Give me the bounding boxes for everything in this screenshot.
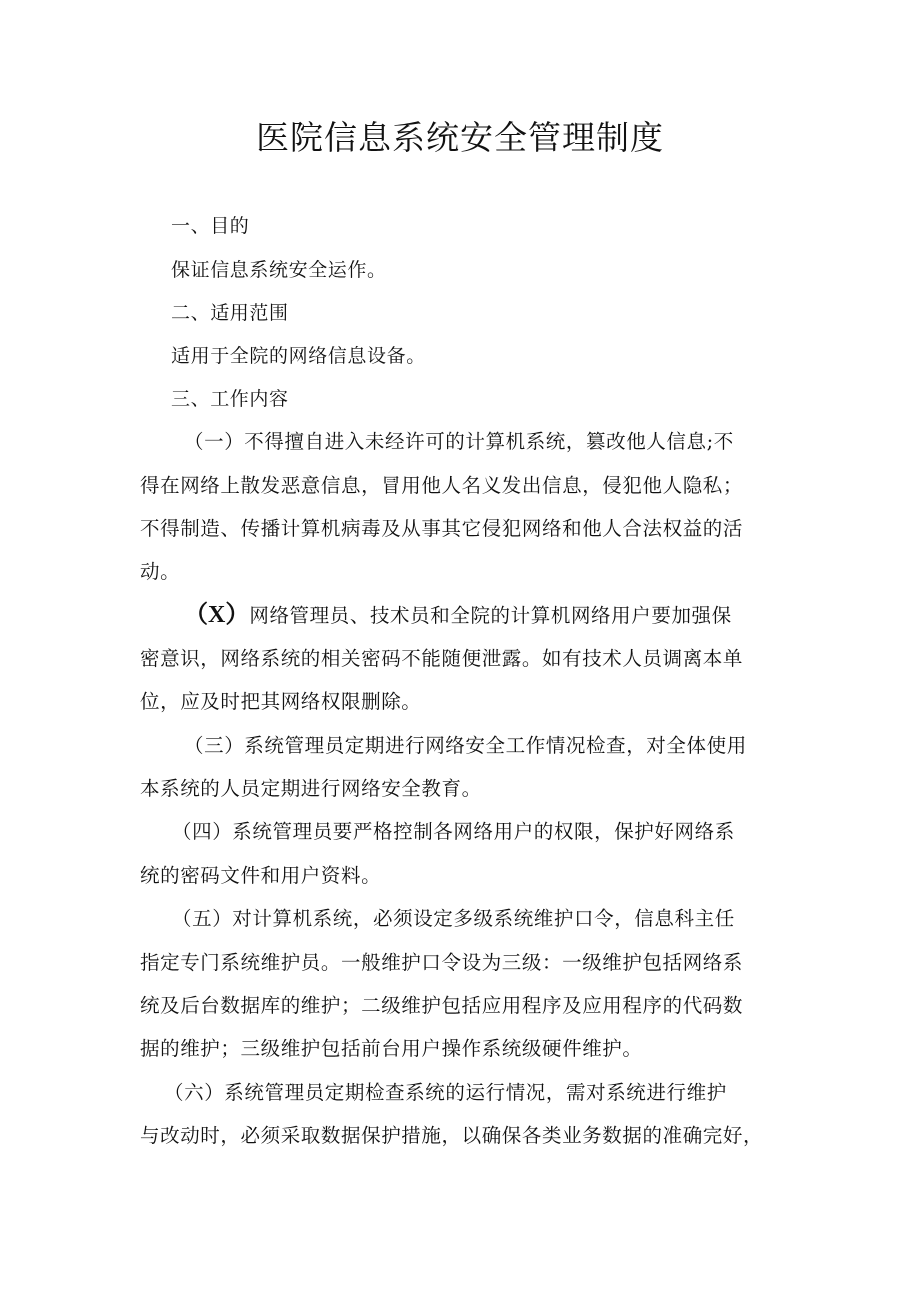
item-2-line-2: 密意识，网络系统的相关密码不能随便泄露。如有技术人员调离本单: [140, 647, 744, 670]
item-1-line-2: 得在网络上散发恶意信息，冒用他人名义发出信息，侵犯他人隐私；: [140, 474, 744, 497]
item-4-line-1: （四）系统管理员要严格控制各网络用户的权限，保护好网络系: [172, 820, 735, 843]
item-1-line-1: （一）不得擅自进入未经许可的计算机系统，篡改他人信息;不: [184, 430, 734, 453]
item-6-line-2: 与改动时，必须采取数据保护措施，以确保各类业务数据的准确完好，: [140, 1124, 764, 1147]
item-2-line-1: [184, 601, 834, 630]
item-2-line-3: 位，应及时把其网络权限删除。: [140, 690, 422, 713]
item-2-marker: （X）: [184, 602, 250, 628]
item-5-line-2: 指定专门系统维护员。一般维护口令设为三级：一级维护包括网络系: [140, 951, 744, 974]
item-1-line-4: 动。: [140, 560, 181, 583]
section-text-purpose: 保证信息系统安全运作。: [171, 259, 387, 281]
item-3-line-2: 本系统的人员定期进行网络安全教育。: [140, 777, 482, 800]
item-5-line-1: （五）对计算机系统，必须设定多级系统维护口令，信息科主任: [172, 907, 735, 930]
document-title: 医院信息系统安全管理制度: [256, 118, 664, 157]
item-5-line-3: 统及后台数据库的维护；二级维护包括应用程序及应用程序的代码数: [140, 994, 744, 1017]
section-heading-content: 三、工作内容: [171, 388, 289, 410]
item-3-line-1: （三）系统管理员定期进行网络安全工作情况检查，对全体使用: [184, 734, 747, 757]
section-heading-scope: 二、适用范围: [171, 302, 289, 324]
item-4-line-2: 统的密码文件和用户资料。: [140, 864, 382, 887]
section-heading-purpose: 一、目的: [171, 215, 250, 237]
item-6-line-1: （六）系统管理员定期检查系统的运行情况，需对系统进行维护: [164, 1081, 727, 1104]
item-2-line-1-text: 网络管理员、技术员和全院的计算机网络用户要加强保: [249, 604, 732, 627]
item-5-line-4: 据的维护；三级维护包括前台用户操作系统级硬件维护。: [140, 1037, 643, 1060]
section-text-scope: 适用于全院的网络信息设备。: [171, 345, 426, 367]
item-1-line-3: 不得制造、传播计算机病毒及从事其它侵犯网络和他人合法权益的活: [140, 517, 744, 540]
